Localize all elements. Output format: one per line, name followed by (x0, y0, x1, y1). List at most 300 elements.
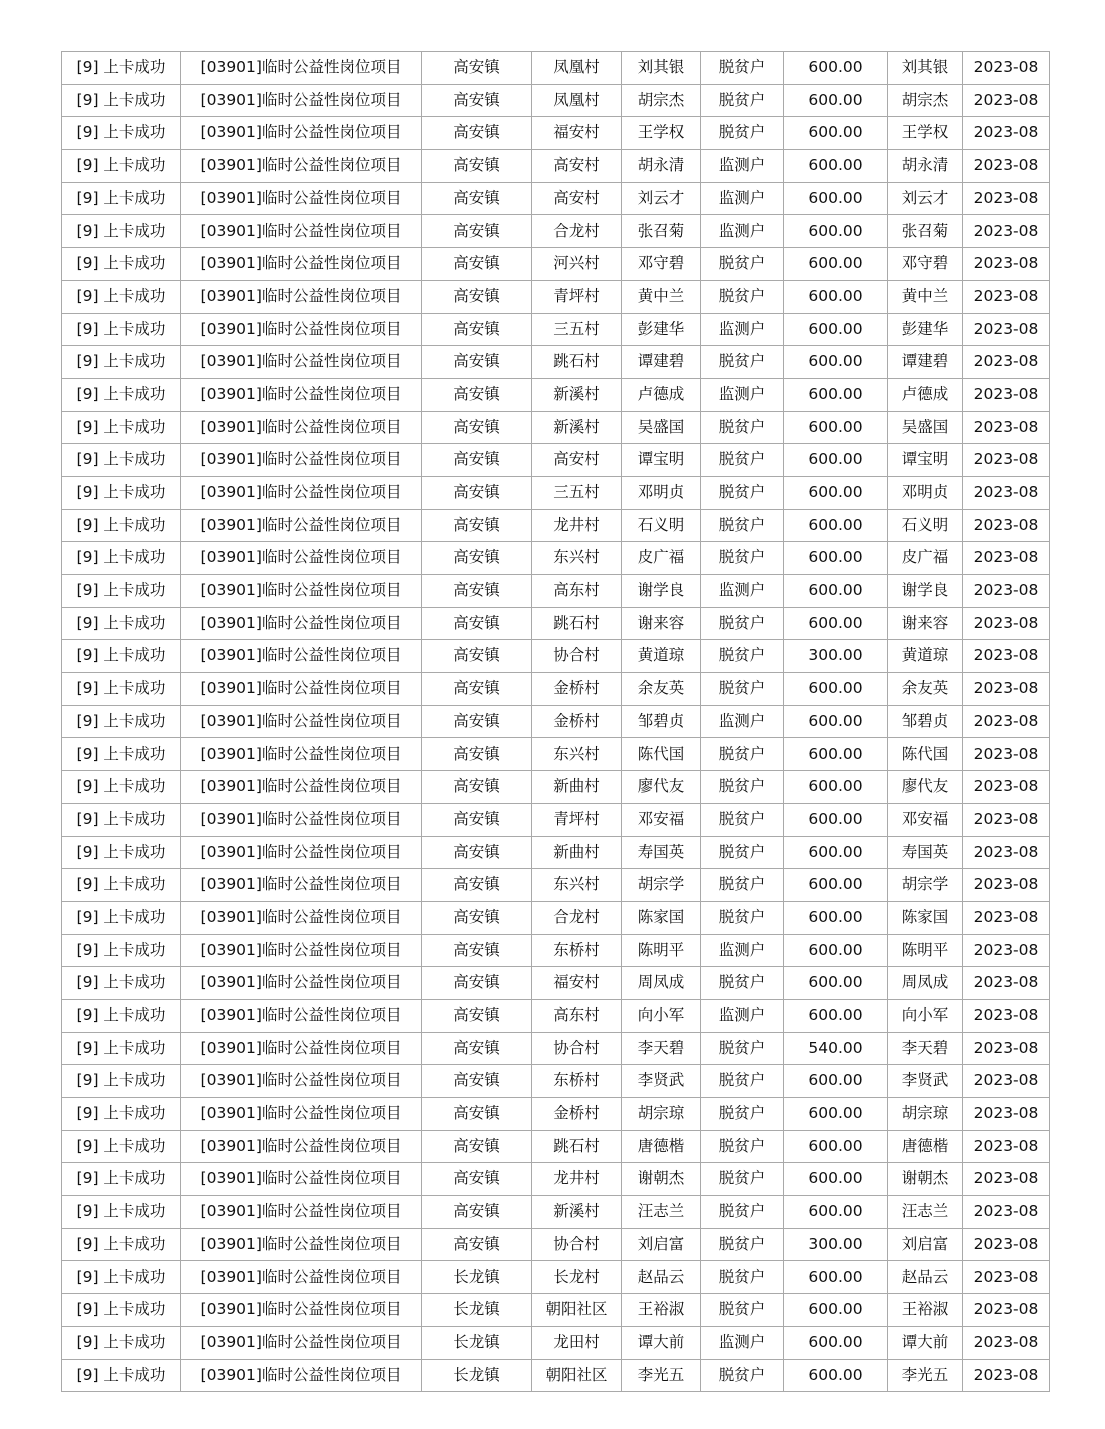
household-type-cell: 监测户 (701, 705, 784, 738)
status-cell: [9] 上卡成功 (62, 1196, 181, 1229)
person-cell: 胡宗学 (622, 869, 701, 902)
town-cell: 高安镇 (422, 313, 532, 346)
project-cell: [03901]临时公益性岗位项目 (181, 1294, 422, 1327)
table-row (62, 542, 1050, 575)
status-cell: [9] 上卡成功 (62, 1228, 181, 1261)
payee-cell: 李光五 (888, 1359, 963, 1392)
period-cell: 2023-08 (963, 542, 1050, 575)
amount-cell: 600.00 (784, 378, 888, 411)
person-cell: 刘其银 (622, 52, 701, 85)
table-row (62, 1326, 1050, 1359)
project-cell: [03901]临时公益性岗位项目 (181, 1196, 422, 1229)
payee-cell: 邓明贞 (888, 476, 963, 509)
amount-cell: 600.00 (784, 84, 888, 117)
household-type-cell: 脱贫户 (701, 1130, 784, 1163)
table-row (62, 607, 1050, 640)
person-cell: 彭建华 (622, 313, 701, 346)
project-cell: [03901]临时公益性岗位项目 (181, 182, 422, 215)
amount-cell: 600.00 (784, 999, 888, 1032)
household-type-cell: 监测户 (701, 215, 784, 248)
table-row (62, 1228, 1050, 1261)
period-cell: 2023-08 (963, 117, 1050, 150)
table-row (62, 509, 1050, 542)
period-cell: 2023-08 (963, 803, 1050, 836)
table-row (62, 1261, 1050, 1294)
town-cell: 高安镇 (422, 869, 532, 902)
town-cell: 高安镇 (422, 542, 532, 575)
period-cell: 2023-08 (963, 378, 1050, 411)
payee-cell: 邓安福 (888, 803, 963, 836)
town-cell: 高安镇 (422, 1098, 532, 1131)
table-row (62, 803, 1050, 836)
project-cell: [03901]临时公益性岗位项目 (181, 117, 422, 150)
town-cell: 高安镇 (422, 476, 532, 509)
amount-cell: 540.00 (784, 1032, 888, 1065)
period-cell: 2023-08 (963, 999, 1050, 1032)
person-cell: 卢德成 (622, 378, 701, 411)
period-cell: 2023-08 (963, 1228, 1050, 1261)
village-cell: 青坪村 (532, 803, 622, 836)
table-row (62, 378, 1050, 411)
person-cell: 邓明贞 (622, 476, 701, 509)
payee-cell: 汪志兰 (888, 1196, 963, 1229)
village-cell: 朝阳社区 (532, 1294, 622, 1327)
table-row (62, 1294, 1050, 1327)
amount-cell: 600.00 (784, 346, 888, 379)
period-cell: 2023-08 (963, 607, 1050, 640)
village-cell: 金桥村 (532, 1098, 622, 1131)
status-cell: [9] 上卡成功 (62, 836, 181, 869)
amount-cell: 600.00 (784, 52, 888, 85)
status-cell: [9] 上卡成功 (62, 640, 181, 673)
payee-cell: 王学权 (888, 117, 963, 150)
household-type-cell: 监测户 (701, 999, 784, 1032)
project-cell: [03901]临时公益性岗位项目 (181, 411, 422, 444)
town-cell: 高安镇 (422, 1130, 532, 1163)
period-cell: 2023-08 (963, 640, 1050, 673)
town-cell: 高安镇 (422, 803, 532, 836)
payee-cell: 刘启富 (888, 1228, 963, 1261)
household-type-cell: 脱贫户 (701, 1294, 784, 1327)
person-cell: 周凤成 (622, 967, 701, 1000)
table-row (62, 967, 1050, 1000)
period-cell: 2023-08 (963, 313, 1050, 346)
amount-cell: 600.00 (784, 836, 888, 869)
table-row (62, 248, 1050, 281)
amount-cell: 600.00 (784, 117, 888, 150)
village-cell: 长龙村 (532, 1261, 622, 1294)
town-cell: 高安镇 (422, 607, 532, 640)
village-cell: 凤凰村 (532, 84, 622, 117)
payee-cell: 唐德楷 (888, 1130, 963, 1163)
household-type-cell: 脱贫户 (701, 509, 784, 542)
village-cell: 协合村 (532, 640, 622, 673)
payee-cell: 黄道琼 (888, 640, 963, 673)
status-cell: [9] 上卡成功 (62, 509, 181, 542)
table-row (62, 411, 1050, 444)
village-cell: 协合村 (532, 1032, 622, 1065)
amount-cell: 600.00 (784, 1065, 888, 1098)
status-cell: [9] 上卡成功 (62, 476, 181, 509)
person-cell: 胡永清 (622, 150, 701, 183)
status-cell: [9] 上卡成功 (62, 280, 181, 313)
person-cell: 寿国英 (622, 836, 701, 869)
person-cell: 胡宗杰 (622, 84, 701, 117)
project-cell: [03901]临时公益性岗位项目 (181, 248, 422, 281)
payee-cell: 谭大前 (888, 1326, 963, 1359)
payee-cell: 刘云才 (888, 182, 963, 215)
village-cell: 龙井村 (532, 509, 622, 542)
project-cell: [03901]临时公益性岗位项目 (181, 575, 422, 608)
status-cell: [9] 上卡成功 (62, 1359, 181, 1392)
payee-cell: 胡宗琼 (888, 1098, 963, 1131)
period-cell: 2023-08 (963, 869, 1050, 902)
village-cell: 高安村 (532, 182, 622, 215)
period-cell: 2023-08 (963, 84, 1050, 117)
amount-cell: 600.00 (784, 1261, 888, 1294)
project-cell: [03901]临时公益性岗位项目 (181, 346, 422, 379)
period-cell: 2023-08 (963, 150, 1050, 183)
project-cell: [03901]临时公益性岗位项目 (181, 378, 422, 411)
project-cell: [03901]临时公益性岗位项目 (181, 738, 422, 771)
table-row (62, 934, 1050, 967)
table-body (62, 52, 1050, 1392)
table-row (62, 1032, 1050, 1065)
household-type-cell: 脱贫户 (701, 673, 784, 706)
person-cell: 谢来容 (622, 607, 701, 640)
amount-cell: 600.00 (784, 509, 888, 542)
table-row (62, 673, 1050, 706)
person-cell: 陈家国 (622, 901, 701, 934)
amount-cell: 300.00 (784, 1228, 888, 1261)
payee-cell: 皮广福 (888, 542, 963, 575)
status-cell: [9] 上卡成功 (62, 313, 181, 346)
table-row (62, 999, 1050, 1032)
table-row (62, 280, 1050, 313)
amount-cell: 600.00 (784, 1098, 888, 1131)
period-cell: 2023-08 (963, 1326, 1050, 1359)
household-type-cell: 脱贫户 (701, 967, 784, 1000)
project-cell: [03901]临时公益性岗位项目 (181, 1359, 422, 1392)
person-cell: 黄中兰 (622, 280, 701, 313)
payee-cell: 刘其银 (888, 52, 963, 85)
village-cell: 福安村 (532, 117, 622, 150)
amount-cell: 600.00 (784, 1163, 888, 1196)
table-row (62, 215, 1050, 248)
town-cell: 高安镇 (422, 150, 532, 183)
status-cell: [9] 上卡成功 (62, 1065, 181, 1098)
person-cell: 谭大前 (622, 1326, 701, 1359)
village-cell: 新溪村 (532, 1196, 622, 1229)
village-cell: 朝阳社区 (532, 1359, 622, 1392)
town-cell: 高安镇 (422, 1065, 532, 1098)
table-row (62, 150, 1050, 183)
village-cell: 高安村 (532, 150, 622, 183)
town-cell: 高安镇 (422, 1228, 532, 1261)
village-cell: 青坪村 (532, 280, 622, 313)
household-type-cell: 脱贫户 (701, 476, 784, 509)
amount-cell: 600.00 (784, 1130, 888, 1163)
table-row (62, 84, 1050, 117)
town-cell: 高安镇 (422, 705, 532, 738)
village-cell: 跳石村 (532, 607, 622, 640)
period-cell: 2023-08 (963, 215, 1050, 248)
status-cell: [9] 上卡成功 (62, 1261, 181, 1294)
project-cell: [03901]临时公益性岗位项目 (181, 705, 422, 738)
project-cell: [03901]临时公益性岗位项目 (181, 84, 422, 117)
period-cell: 2023-08 (963, 705, 1050, 738)
payee-cell: 向小军 (888, 999, 963, 1032)
person-cell: 张召菊 (622, 215, 701, 248)
status-cell: [9] 上卡成功 (62, 1163, 181, 1196)
period-cell: 2023-08 (963, 673, 1050, 706)
person-cell: 胡宗琼 (622, 1098, 701, 1131)
status-cell: [9] 上卡成功 (62, 607, 181, 640)
person-cell: 李光五 (622, 1359, 701, 1392)
period-cell: 2023-08 (963, 411, 1050, 444)
amount-cell: 600.00 (784, 411, 888, 444)
household-type-cell: 脱贫户 (701, 1196, 784, 1229)
village-cell: 凤凰村 (532, 52, 622, 85)
payee-cell: 陈代国 (888, 738, 963, 771)
amount-cell: 600.00 (784, 1359, 888, 1392)
status-cell: [9] 上卡成功 (62, 444, 181, 477)
person-cell: 邓安福 (622, 803, 701, 836)
household-type-cell: 脱贫户 (701, 84, 784, 117)
amount-cell: 600.00 (784, 705, 888, 738)
person-cell: 邓守碧 (622, 248, 701, 281)
payee-cell: 胡宗学 (888, 869, 963, 902)
amount-cell: 600.00 (784, 771, 888, 804)
status-cell: [9] 上卡成功 (62, 215, 181, 248)
status-cell: [9] 上卡成功 (62, 869, 181, 902)
town-cell: 高安镇 (422, 673, 532, 706)
household-type-cell: 脱贫户 (701, 771, 784, 804)
table-row (62, 476, 1050, 509)
town-cell: 高安镇 (422, 836, 532, 869)
table-row (62, 738, 1050, 771)
village-cell: 高东村 (532, 999, 622, 1032)
village-cell: 高安村 (532, 444, 622, 477)
status-cell: [9] 上卡成功 (62, 738, 181, 771)
table-row (62, 869, 1050, 902)
status-cell: [9] 上卡成功 (62, 84, 181, 117)
payee-cell: 余友英 (888, 673, 963, 706)
payee-cell: 谭宝明 (888, 444, 963, 477)
town-cell: 高安镇 (422, 248, 532, 281)
town-cell: 长龙镇 (422, 1294, 532, 1327)
project-cell: [03901]临时公益性岗位项目 (181, 1261, 422, 1294)
town-cell: 高安镇 (422, 346, 532, 379)
amount-cell: 600.00 (784, 313, 888, 346)
status-cell: [9] 上卡成功 (62, 1130, 181, 1163)
period-cell: 2023-08 (963, 1196, 1050, 1229)
town-cell: 高安镇 (422, 901, 532, 934)
period-cell: 2023-08 (963, 771, 1050, 804)
amount-cell: 600.00 (784, 182, 888, 215)
status-cell: [9] 上卡成功 (62, 967, 181, 1000)
town-cell: 高安镇 (422, 1196, 532, 1229)
person-cell: 廖代友 (622, 771, 701, 804)
person-cell: 邹碧贞 (622, 705, 701, 738)
period-cell: 2023-08 (963, 967, 1050, 1000)
table-row (62, 182, 1050, 215)
village-cell: 合龙村 (532, 215, 622, 248)
household-type-cell: 脱贫户 (701, 869, 784, 902)
town-cell: 高安镇 (422, 575, 532, 608)
period-cell: 2023-08 (963, 346, 1050, 379)
period-cell: 2023-08 (963, 738, 1050, 771)
project-cell: [03901]临时公益性岗位项目 (181, 150, 422, 183)
household-type-cell: 脱贫户 (701, 901, 784, 934)
project-cell: [03901]临时公益性岗位项目 (181, 476, 422, 509)
table-row (62, 313, 1050, 346)
household-type-cell: 脱贫户 (701, 1261, 784, 1294)
person-cell: 汪志兰 (622, 1196, 701, 1229)
project-cell: [03901]临时公益性岗位项目 (181, 1032, 422, 1065)
payee-cell: 石义明 (888, 509, 963, 542)
status-cell: [9] 上卡成功 (62, 150, 181, 183)
household-type-cell: 脱贫户 (701, 1163, 784, 1196)
person-cell: 刘云才 (622, 182, 701, 215)
household-type-cell: 监测户 (701, 150, 784, 183)
village-cell: 三五村 (532, 313, 622, 346)
town-cell: 高安镇 (422, 509, 532, 542)
person-cell: 向小军 (622, 999, 701, 1032)
person-cell: 王裕淑 (622, 1294, 701, 1327)
amount-cell: 600.00 (784, 901, 888, 934)
village-cell: 合龙村 (532, 901, 622, 934)
town-cell: 高安镇 (422, 967, 532, 1000)
period-cell: 2023-08 (963, 901, 1050, 934)
payee-cell: 赵品云 (888, 1261, 963, 1294)
payee-cell: 谢朝杰 (888, 1163, 963, 1196)
town-cell: 长龙镇 (422, 1359, 532, 1392)
person-cell: 李天碧 (622, 1032, 701, 1065)
period-cell: 2023-08 (963, 934, 1050, 967)
person-cell: 王学权 (622, 117, 701, 150)
household-type-cell: 脱贫户 (701, 1228, 784, 1261)
status-cell: [9] 上卡成功 (62, 575, 181, 608)
household-type-cell: 脱贫户 (701, 117, 784, 150)
household-type-cell: 监测户 (701, 378, 784, 411)
table-row (62, 705, 1050, 738)
table-row (62, 901, 1050, 934)
payee-cell: 谭建碧 (888, 346, 963, 379)
table-row (62, 52, 1050, 85)
payee-cell: 李天碧 (888, 1032, 963, 1065)
payee-cell: 胡永清 (888, 150, 963, 183)
project-cell: [03901]临时公益性岗位项目 (181, 1130, 422, 1163)
period-cell: 2023-08 (963, 1130, 1050, 1163)
project-cell: [03901]临时公益性岗位项目 (181, 215, 422, 248)
household-type-cell: 脱贫户 (701, 1098, 784, 1131)
status-cell: [9] 上卡成功 (62, 52, 181, 85)
status-cell: [9] 上卡成功 (62, 346, 181, 379)
person-cell: 刘启富 (622, 1228, 701, 1261)
period-cell: 2023-08 (963, 1032, 1050, 1065)
village-cell: 东兴村 (532, 738, 622, 771)
payee-cell: 谢来容 (888, 607, 963, 640)
household-type-cell: 脱贫户 (701, 1065, 784, 1098)
project-cell: [03901]临时公益性岗位项目 (181, 1326, 422, 1359)
town-cell: 高安镇 (422, 280, 532, 313)
town-cell: 高安镇 (422, 640, 532, 673)
amount-cell: 600.00 (784, 803, 888, 836)
status-cell: [9] 上卡成功 (62, 1032, 181, 1065)
amount-cell: 600.00 (784, 248, 888, 281)
payee-cell: 谢学良 (888, 575, 963, 608)
household-type-cell: 监测户 (701, 313, 784, 346)
town-cell: 高安镇 (422, 999, 532, 1032)
village-cell: 龙井村 (532, 1163, 622, 1196)
payee-cell: 李贤武 (888, 1065, 963, 1098)
status-cell: [9] 上卡成功 (62, 1294, 181, 1327)
project-cell: [03901]临时公益性岗位项目 (181, 1163, 422, 1196)
project-cell: [03901]临时公益性岗位项目 (181, 836, 422, 869)
amount-cell: 600.00 (784, 607, 888, 640)
household-type-cell: 脱贫户 (701, 542, 784, 575)
payee-cell: 周凤成 (888, 967, 963, 1000)
household-type-cell: 脱贫户 (701, 248, 784, 281)
table-row (62, 1098, 1050, 1131)
payee-cell: 黄中兰 (888, 280, 963, 313)
household-type-cell: 脱贫户 (701, 444, 784, 477)
town-cell: 高安镇 (422, 182, 532, 215)
status-cell: [9] 上卡成功 (62, 1098, 181, 1131)
period-cell: 2023-08 (963, 476, 1050, 509)
table-row (62, 1359, 1050, 1392)
payee-cell: 陈明平 (888, 934, 963, 967)
household-type-cell: 脱贫户 (701, 346, 784, 379)
town-cell: 高安镇 (422, 444, 532, 477)
amount-cell: 600.00 (784, 280, 888, 313)
data-table (61, 51, 1050, 1392)
period-cell: 2023-08 (963, 248, 1050, 281)
town-cell: 高安镇 (422, 215, 532, 248)
household-type-cell: 监测户 (701, 182, 784, 215)
amount-cell: 600.00 (784, 967, 888, 1000)
household-type-cell: 脱贫户 (701, 738, 784, 771)
period-cell: 2023-08 (963, 444, 1050, 477)
village-cell: 新曲村 (532, 771, 622, 804)
payee-cell: 廖代友 (888, 771, 963, 804)
village-cell: 新曲村 (532, 836, 622, 869)
table-row (62, 444, 1050, 477)
person-cell: 李贤武 (622, 1065, 701, 1098)
period-cell: 2023-08 (963, 280, 1050, 313)
amount-cell: 300.00 (784, 640, 888, 673)
status-cell: [9] 上卡成功 (62, 999, 181, 1032)
village-cell: 金桥村 (532, 673, 622, 706)
payee-cell: 邹碧贞 (888, 705, 963, 738)
village-cell: 金桥村 (532, 705, 622, 738)
town-cell: 高安镇 (422, 117, 532, 150)
payee-cell: 王裕淑 (888, 1294, 963, 1327)
household-type-cell: 监测户 (701, 934, 784, 967)
person-cell: 唐德楷 (622, 1130, 701, 1163)
project-cell: [03901]临时公益性岗位项目 (181, 771, 422, 804)
status-cell: [9] 上卡成功 (62, 901, 181, 934)
town-cell: 高安镇 (422, 1032, 532, 1065)
table-row (62, 640, 1050, 673)
amount-cell: 600.00 (784, 476, 888, 509)
town-cell: 高安镇 (422, 1163, 532, 1196)
payee-cell: 邓守碧 (888, 248, 963, 281)
payee-cell: 陈家国 (888, 901, 963, 934)
period-cell: 2023-08 (963, 182, 1050, 215)
household-type-cell: 脱贫户 (701, 280, 784, 313)
